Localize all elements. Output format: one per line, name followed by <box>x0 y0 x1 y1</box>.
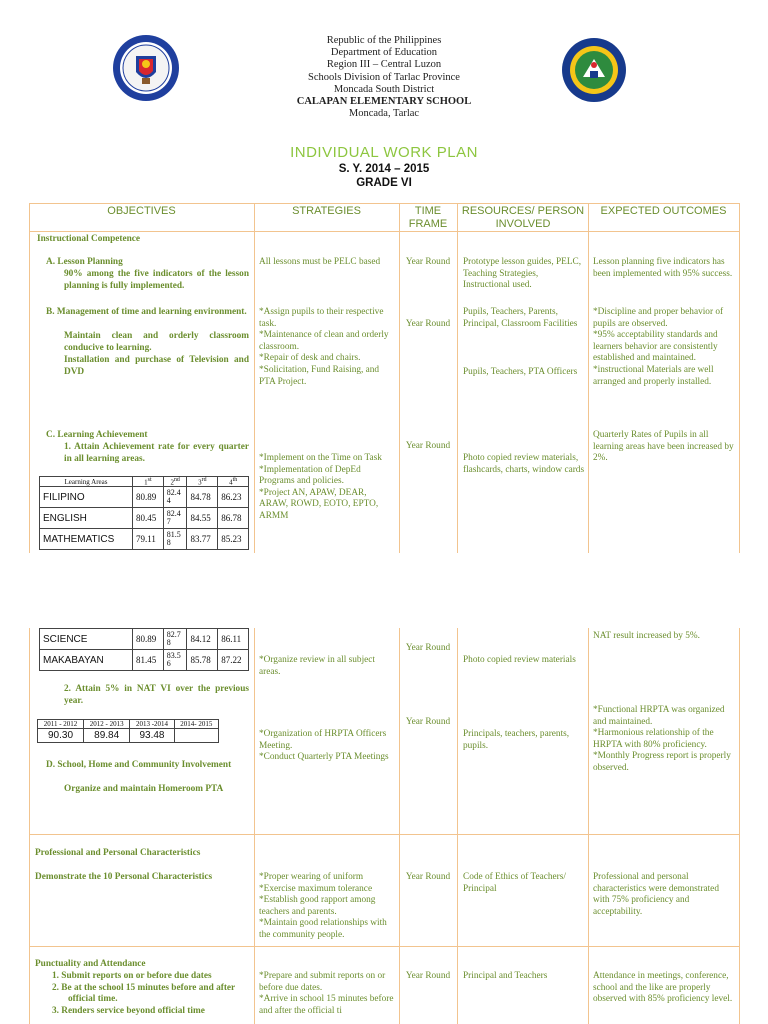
nat-year: 2014- 2015 <box>174 720 218 729</box>
grade-q4: 86.23 <box>218 487 249 508</box>
outcome-punctuality: Attendance in meetings, conference, school and the like are properly observed with 85% proficiency level. <box>593 971 733 1005</box>
nat-value: 93.48 <box>130 729 174 743</box>
school-town: Moncada, Tarlac <box>348 108 420 120</box>
grade-area: SCIENCE <box>40 629 133 650</box>
table-row <box>40 477 249 487</box>
col-time-frame: TIME FRAME <box>408 205 448 230</box>
objective-b-text2: Installation and purchase of Television and DVD <box>64 355 249 377</box>
document-title: INDIVIDUAL WORK PLAN <box>290 144 478 161</box>
q-num: 2 <box>170 478 174 487</box>
grade-q1: 81.45 <box>133 650 164 671</box>
grade-q2: 83.5 6 <box>163 650 187 671</box>
outcome-nat: NAT result increased by 5%. <box>593 631 700 641</box>
strategy-professional: *Proper wearing of uniform *Exercise maximum tolerance *Establish good rapport among teachers and parents. *Maintain good relationships with the community people. <box>259 872 387 940</box>
grade-q2: 82.4 7 <box>163 508 187 529</box>
header-line: Department of Education <box>330 47 438 59</box>
grades-header-q2 <box>163 477 187 487</box>
outcome-professional: Professional and personal characteristics were demonstrated with 75% proficiency and acceptability. <box>593 872 719 917</box>
header-line: Republic of the Philippines <box>326 35 442 46</box>
q-num: 1 <box>144 478 148 487</box>
grades-table-1 <box>39 476 249 550</box>
list-item: 2. Be at the school 15 minutes before and after official time. <box>52 982 235 1005</box>
col-expected-outcomes: EXPECTED OUTCOMES <box>600 205 727 217</box>
time-nat: Year Round <box>405 643 451 653</box>
time-c: Year Round <box>405 441 451 451</box>
list-item: 1. Submit reports on or before due dates <box>52 971 212 981</box>
resources-punctuality: Principal and Teachers <box>463 971 548 981</box>
section-punctuality: Punctuality and Attendance <box>35 959 146 969</box>
grade-area: MATHEMATICS <box>40 529 133 550</box>
q-num: 4 <box>229 478 233 487</box>
strategy-b: *Assign pupils to their respective task. *Maintenance of clean and orderly classroom. *Repair of desk and chairs. *Solicitation, Fund Raising, and PTA Project. <box>259 307 389 387</box>
grade-q4: 87.22 <box>218 650 249 671</box>
time-professional: Year Round <box>405 872 451 882</box>
nat-year: 2013 -2014 <box>130 720 174 729</box>
grades-table-2 <box>39 628 249 671</box>
table-row <box>40 529 249 550</box>
grade-q3: 85.78 <box>187 650 218 671</box>
table-row <box>38 729 219 743</box>
grades-header-q3 <box>187 477 218 487</box>
resources-b2: Pupils, Teachers, PTA Officers <box>463 367 578 377</box>
q-suffix: rd <box>201 477 207 483</box>
table-row <box>40 487 249 508</box>
objective-professional: Demonstrate the 10 Personal Characteristics <box>35 872 213 882</box>
table-row <box>40 508 249 529</box>
resources-d: Principals, teachers, parents, pupils. <box>463 729 570 751</box>
list-item: 3. Renders service beyond official time <box>52 1005 205 1016</box>
grade-q1: 80.45 <box>133 508 164 529</box>
grade-q2: 82.7 8 <box>163 629 187 650</box>
table-row <box>40 650 249 671</box>
objective-c-text: 1. Attain Achievement rate for every quarter in all learning areas. <box>64 442 249 464</box>
grade-q4: 86.78 <box>218 508 249 529</box>
col-strategies: STRATEGIES <box>292 205 361 217</box>
time-d: Year Round <box>405 717 451 727</box>
objective-a-text: 90% among the five indicators of the lesson planning is fully implemented. <box>64 269 249 291</box>
objective-b-text1: Maintain clean and orderly classroom conducive to learning. <box>64 331 249 353</box>
resources-professional: Code of Ethics of Teachers/ Principal <box>463 872 566 894</box>
grade-q2: 82.4 4 <box>163 487 187 508</box>
grades-header-q1 <box>133 477 164 487</box>
nat-value: 89.84 <box>84 729 130 743</box>
school-name: CALAPAN ELEMENTARY SCHOOL <box>296 96 472 108</box>
strategy-d: *Organization of HRPTA Officers Meeting. *Conduct Quarterly PTA Meetings <box>259 729 389 763</box>
outcome-b: *Discipline and proper behavior of pupils are observed. *95% acceptability standards and learners behavior are consistently established and maintained. *instructional Materials are well arranged and properly installed. <box>593 307 724 387</box>
strategy-nat: *Organize review in all subject areas. <box>259 655 375 677</box>
objective-d-text: Organize and maintain Homeroom PTA <box>64 784 224 794</box>
grades-header-q4 <box>218 477 249 487</box>
grade-q4: 85.23 <box>218 529 249 550</box>
grade-q2: 81.5 8 <box>163 529 187 550</box>
grade-q1: 80.89 <box>133 487 164 508</box>
nat-table <box>37 719 219 743</box>
grade-q1: 79.11 <box>133 529 164 550</box>
strategy-c: *Implement on the Time on Task *Implementation of DepEd Programs and policies. *Project AN, APAW, DEAR, ARAW, ROWD, EOTO, EPTO, ARMM <box>259 453 382 521</box>
resources-a: Prototype lesson guides, PELC, Teaching Strategies, Instructional used. <box>463 257 582 291</box>
objective-b-title: B. Management of time and learning environment. <box>46 307 247 317</box>
q-suffix: th <box>232 477 238 483</box>
grade-area: FILIPINO <box>40 487 133 508</box>
grade-q1: 80.89 <box>133 629 164 650</box>
school-year: S. Y. 2014 – 2015 <box>338 163 430 175</box>
header-line: Schools Division of Tarlac Province <box>308 71 460 83</box>
time-punctuality: Year Round <box>405 971 451 981</box>
time-a: Year Round <box>405 257 451 267</box>
resources-c: Photo copied review materials, flashcards, charts, window cards <box>463 453 585 475</box>
strategy-punctuality: *Prepare and submit reports on or before due dates. *Arrive in school 15 minutes before and after the official ti <box>259 971 394 1016</box>
section-instructional-competence: Instructional Competence <box>37 234 141 244</box>
table-row <box>40 629 249 650</box>
outcome-c: Quarterly Rates of Pupils in all learning areas have been increased by 2%. <box>593 430 734 464</box>
objective-d-title: D. School, Home and Community Involvement <box>46 760 232 770</box>
outcome-d: *Functional HRPTA was organized and maintained. *Harmonious relationship of the HRPTA with 80% proficiency. *Monthly Progress report is properly observed. <box>593 705 731 773</box>
grade-q3: 84.78 <box>187 487 218 508</box>
col-objectives: OBJECTIVES <box>107 205 176 217</box>
objective-nat: 2. Attain 5% in NAT VI over the previous year. <box>64 684 249 706</box>
grade-level: GRADE VI <box>356 177 412 189</box>
nat-year: 2012 - 2013 <box>84 720 130 729</box>
grades-header-area: Learning Areas <box>40 477 133 487</box>
resources-b1: Pupils, Teachers, Parents, Principal, Classroom Facilities <box>463 307 578 329</box>
grade-q3: 84.55 <box>187 508 218 529</box>
header-line: Region III – Central Luzon <box>326 59 442 71</box>
outcome-a: Lesson planning five indicators has been implemented with 95% success. <box>593 257 733 279</box>
table-row <box>38 720 219 729</box>
header-line: Moncada South District <box>333 83 435 95</box>
grade-area: MAKABAYAN <box>40 650 133 671</box>
time-b: Year Round <box>405 319 451 329</box>
objective-a-title: A. Lesson Planning <box>46 257 123 267</box>
grade-q3: 83.77 <box>187 529 218 550</box>
q-num: 3 <box>198 478 202 487</box>
grade-q4: 86.11 <box>218 629 249 650</box>
section-professional: Professional and Personal Characteristics <box>35 848 201 858</box>
nat-value <box>174 729 218 743</box>
nat-value: 90.30 <box>38 729 84 743</box>
letterhead <box>0 35 768 120</box>
strategy-a: All lessons must be PELC based <box>259 257 381 267</box>
resources-nat: Photo copied review materials <box>463 655 576 665</box>
grade-q3: 84.12 <box>187 629 218 650</box>
objective-c-title: C. Learning Achievement <box>46 430 148 440</box>
nat-year: 2011 - 2012 <box>38 720 84 729</box>
punctuality-list <box>52 971 249 1017</box>
grade-area: ENGLISH <box>40 508 133 529</box>
q-suffix: st <box>147 477 152 483</box>
col-resources: RESOURCES/ PERSON INVOLVED <box>461 205 585 230</box>
q-suffix: nd <box>173 477 180 483</box>
